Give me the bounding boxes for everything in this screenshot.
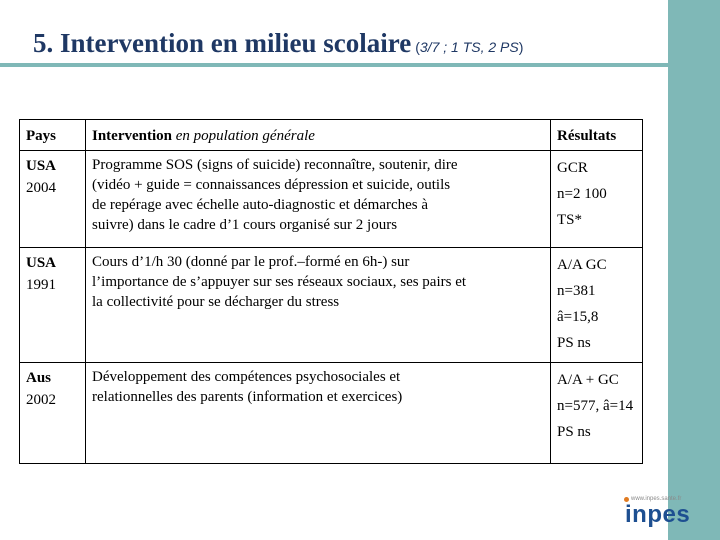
table-row bbox=[20, 363, 643, 464]
description-line: (vidéo + guide = connaissances dépression et suicide, outils bbox=[92, 177, 451, 193]
logo-wordmark: inpes bbox=[625, 501, 691, 528]
row-year: 2004 bbox=[26, 180, 56, 196]
row-results-cell bbox=[551, 363, 643, 464]
description-line: Cours d’1/h 30 (donné par le prof.–formé en 6h-) sur bbox=[92, 254, 410, 270]
result-line: TS* bbox=[557, 212, 583, 228]
side-accent-bar bbox=[668, 0, 720, 540]
header-results: Résultats bbox=[551, 120, 643, 151]
result-line: PS ns bbox=[557, 424, 591, 440]
page-title bbox=[33, 28, 523, 59]
intervention-table bbox=[19, 119, 643, 464]
description-line: de repérage avec échelle auto-diagnostic et démarches à bbox=[92, 197, 429, 213]
description-line: suivre) dans le cadre d’1 cours organisé sur 2 jours bbox=[92, 217, 398, 233]
title-main: 5. Intervention en milieu scolaire bbox=[33, 28, 412, 58]
table-header-row bbox=[20, 120, 643, 151]
inpes-logo bbox=[622, 496, 702, 532]
row-country-cell bbox=[20, 248, 86, 363]
row-results-cell bbox=[551, 248, 643, 363]
header-intervention-italic: en population générale bbox=[175, 128, 315, 144]
logo-url: www.inpes.sante.fr bbox=[631, 496, 682, 502]
row-year: 2002 bbox=[26, 392, 56, 408]
result-line: A/A + GC bbox=[557, 372, 619, 388]
row-country-cell bbox=[20, 151, 86, 248]
description-line: relationnelles des parents (information et exercices) bbox=[92, 389, 403, 405]
result-line: GCR bbox=[557, 160, 588, 176]
title-sub: (3/7 ; 1 TS, 2 PS) bbox=[415, 39, 524, 55]
result-line: PS ns bbox=[557, 335, 591, 351]
description-line: la collectivité pour se décharger du stress bbox=[92, 294, 340, 310]
result-line: n=381 â=15,8 bbox=[557, 283, 599, 325]
row-results-cell bbox=[551, 151, 643, 248]
result-line: A/A GC bbox=[557, 257, 607, 273]
title-underline bbox=[0, 63, 668, 67]
row-country-cell bbox=[20, 363, 86, 464]
table-row bbox=[20, 151, 643, 248]
row-description-cell bbox=[86, 363, 551, 464]
description-line: Développement des compétences psychosociales et bbox=[92, 369, 401, 385]
row-country: USA bbox=[26, 158, 57, 174]
header-country: Pays bbox=[20, 120, 86, 151]
header-intervention-bold: Intervention bbox=[92, 128, 172, 144]
table-row bbox=[20, 248, 643, 363]
result-line: n=577, â=14 bbox=[557, 398, 634, 414]
row-description-cell bbox=[86, 151, 551, 248]
description-line: l’importance de s’appuyer sur ses réseaux sociaux, ses pairs et bbox=[92, 274, 467, 290]
row-description-cell bbox=[86, 248, 551, 363]
row-country: USA bbox=[26, 255, 57, 271]
description-line: Programme SOS (signs of suicide) reconnaître, soutenir, dire bbox=[92, 157, 458, 173]
header-intervention bbox=[86, 120, 551, 151]
title-subtitle: 3/7 ; 1 TS, 2 PS bbox=[419, 39, 519, 55]
result-line: n=2 100 bbox=[557, 186, 607, 202]
row-country: Aus bbox=[26, 370, 52, 386]
row-year: 1991 bbox=[26, 277, 56, 293]
